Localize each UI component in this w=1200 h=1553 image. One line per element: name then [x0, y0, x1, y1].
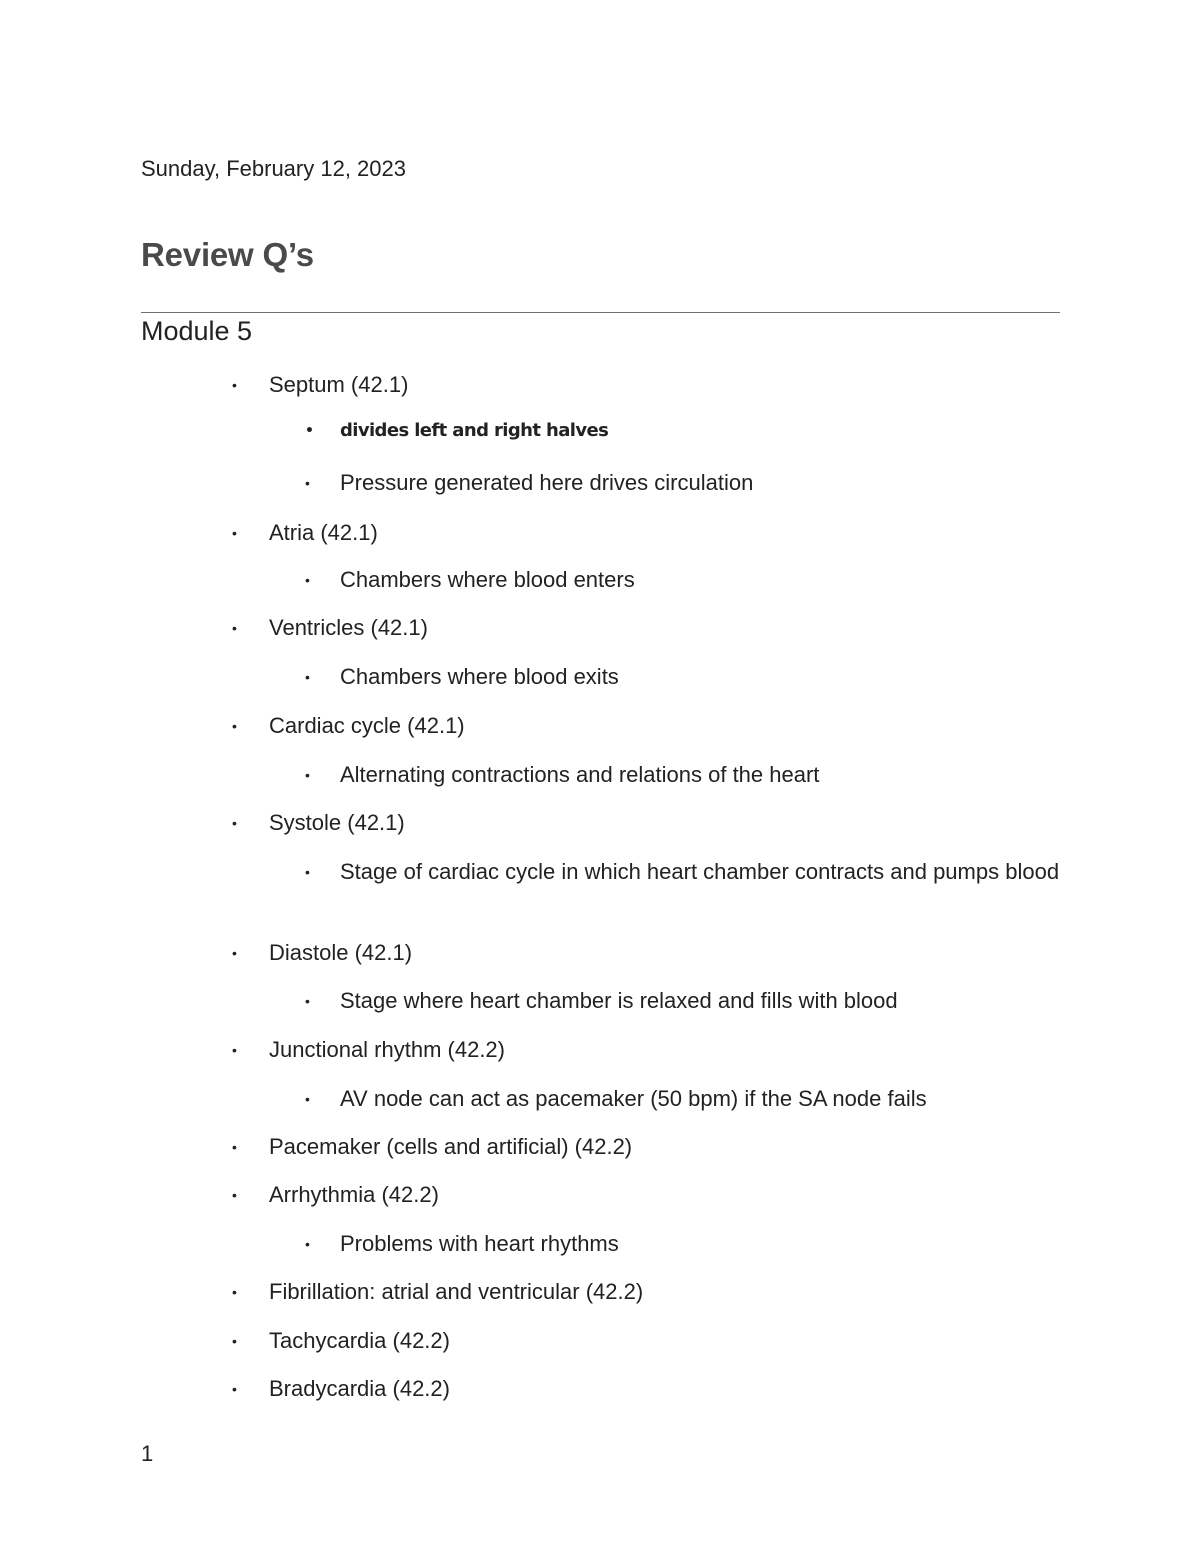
list-item [305, 985, 1062, 1017]
list-item-text: Systole (42.1) [269, 810, 405, 835]
list-item-text: Pacemaker (cells and artificial) (42.2) [269, 1134, 633, 1159]
list-item-text: Stage of cardiac cycle in which heart chamber contracts and pumps blood [340, 859, 1060, 884]
list-item [232, 1325, 1059, 1357]
list-item [305, 856, 1062, 888]
list-item-text: Junctional rhythm (42.2) [269, 1037, 505, 1062]
list-item [232, 1373, 1059, 1405]
list-item [305, 759, 1062, 791]
list-item [232, 1034, 1059, 1066]
bullet-icon: • [232, 1187, 237, 1203]
list-item [305, 1228, 1062, 1260]
section-heading: Module 5 [141, 316, 253, 346]
bullet-icon: • [232, 1381, 237, 1397]
bullet-icon: • [232, 377, 237, 393]
bullet-icon: • [232, 1139, 237, 1155]
bullet-icon: • [305, 1091, 310, 1107]
list-item [232, 710, 1059, 742]
list-item-text: Bradycardia (42.2) [269, 1376, 450, 1401]
bullet-icon: • [305, 993, 310, 1009]
bullet-icon: • [232, 1284, 237, 1300]
list-item-text: Chambers where blood enters [340, 567, 635, 592]
list-item-text: Chambers where blood exits [340, 664, 619, 689]
list-item [232, 937, 1059, 969]
list-item-text: Atria (42.1) [269, 520, 378, 545]
bullet-icon: • [232, 945, 237, 961]
list-item-text: Cardiac cycle (42.1) [269, 713, 465, 738]
list-item-text: Ventricles (42.1) [269, 615, 428, 640]
bullet-icon: • [305, 572, 310, 588]
list-item [232, 1179, 1059, 1211]
bullet-icon: • [305, 864, 310, 880]
list-item-text: Stage where heart chamber is relaxed and fills with blood [340, 988, 898, 1013]
list-item [232, 807, 1059, 839]
bullet-icon: • [305, 475, 310, 491]
list-item-text: Pressure generated here drives circulation [340, 470, 754, 495]
list-item [232, 369, 1059, 401]
note-date: Sunday, February 12, 2023 [141, 156, 406, 181]
list-item-text: divides left and right halves [340, 420, 609, 441]
list-item [305, 564, 1062, 596]
bullet-icon: • [232, 718, 237, 734]
list-item [232, 1276, 1059, 1308]
list-item-text: Problems with heart rhythms [340, 1231, 619, 1256]
list-item-text: Septum (42.1) [269, 372, 409, 397]
list-item [305, 661, 1062, 693]
page-number: 1 [141, 1441, 154, 1466]
bullet-icon: • [305, 1236, 310, 1252]
bullet-icon: • [232, 620, 237, 636]
list-item [305, 415, 1062, 447]
list-item-text: Alternating contractions and relations of the heart [340, 762, 820, 787]
list-item-text: Fibrillation: atrial and ventricular (42.2) [269, 1279, 644, 1304]
bullet-icon: • [305, 423, 314, 439]
list-item [232, 612, 1059, 644]
page-title: Review Q’s [141, 236, 314, 273]
list-item [232, 517, 1059, 549]
list-item [232, 1131, 1059, 1163]
list-item [305, 467, 1062, 499]
list-item-text: AV node can act as pacemaker (50 bpm) if the SA node fails [340, 1086, 927, 1111]
bullet-icon: • [305, 767, 310, 783]
list-item-text: Arrhythmia (42.2) [269, 1182, 439, 1207]
bullet-icon: • [232, 1042, 237, 1058]
bullet-icon: • [232, 815, 237, 831]
list-item-text: Tachycardia (42.2) [269, 1328, 450, 1353]
title-divider [141, 312, 1060, 313]
bullet-icon: • [232, 1333, 237, 1349]
list-item [305, 1083, 1062, 1115]
bullet-icon: • [305, 669, 310, 685]
list-item-text: Diastole (42.1) [269, 940, 413, 965]
bullet-icon: • [232, 525, 237, 541]
